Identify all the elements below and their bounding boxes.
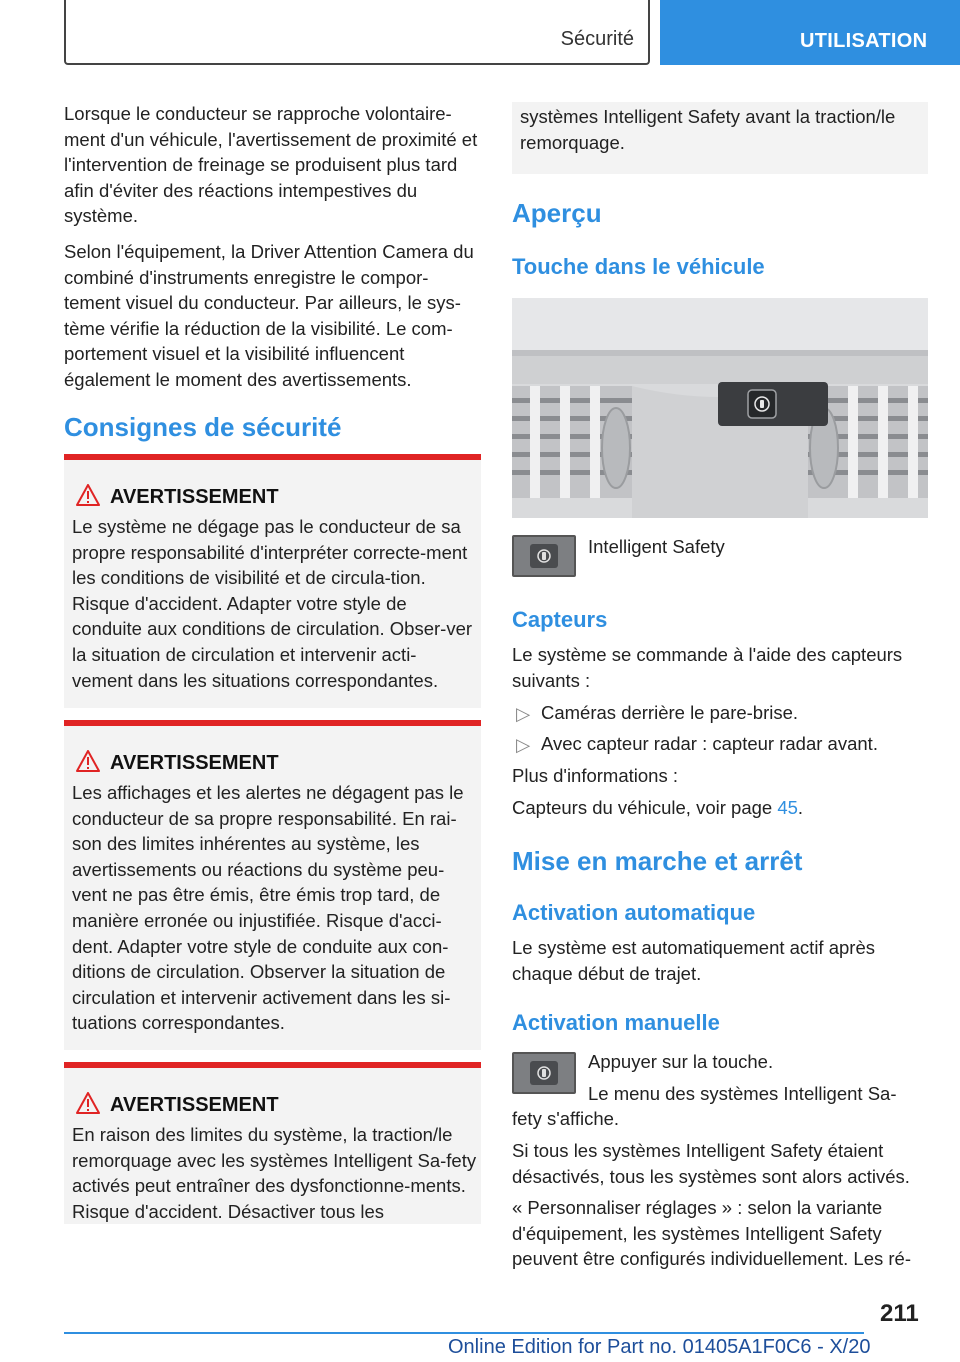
button-heading: Touche dans le véhicule	[512, 254, 765, 279]
warning-triangle-icon	[76, 1092, 100, 1114]
manual-paragraph-2: Si tous les systèmes Intelligent Safety étaient désactivés, tous les systèmes sont alors activés.	[512, 1140, 910, 1187]
warning-body: Les affichages et les alertes ne dégagent pas le conducteur de sa propre responsabilité. En rai-son des limites inhérentes au système, les avertissements ou réactions du système peu-vent ne pas être émis, être émis trop tard, de manière erronée ou injustifiée. Risque d'acci-dent. Adapter votre style de conduite aux con-ditions de circulation. Observer la situation de circulation et intervenir activement dans les si-tuations correspondantes.	[72, 782, 464, 1034]
warning-title: AVERTISSEMENT	[110, 752, 279, 774]
manual-line-2: Le menu des systèmes Intelligent Sa-	[588, 1083, 897, 1104]
warning-box-2	[64, 720, 481, 1050]
safety-heading: Consignes de sécurité	[64, 412, 342, 442]
page-number: 211	[880, 1300, 919, 1327]
header-chapter-tab	[660, 0, 960, 65]
dashboard-illustration	[512, 298, 928, 518]
more-info-label: Plus d'informations :	[512, 765, 678, 786]
warning-title: AVERTISSEMENT	[110, 1094, 279, 1116]
sensors-list-item: Caméras derrière le pare-brise.	[541, 702, 799, 723]
intro-paragraph-1: Lorsque le conducteur se rapproche volontaire-ment d'un véhicule, l'avertissement de proximité et l'intervention de freinage se produisent plus tard afin d'éviter des réactions intempestives du système.	[64, 103, 478, 227]
intro-paragraph-2: Selon l'équipement, la Driver Attention Camera du combiné d'instruments enregistre le compor-tement visuel du conducteur. Par ailleurs, le sys-tème vérifie la réduction de la visibilité. Le com-portement visuel et la visibilité influencent également le moment des avertissements.	[64, 241, 474, 390]
page-reference-link[interactable]: 45	[777, 797, 798, 818]
manual-line-1: Appuyer sur la touche.	[588, 1051, 774, 1072]
intelligent-safety-button-icon	[512, 535, 576, 577]
intelligent-safety-button-icon	[512, 1052, 576, 1094]
warning-body: En raison des limites du système, la traction/le remorquage avec les systèmes Intelligent Sa-fety activés peut entraîner des dysfonctionne-ments. Risque d'accident. Désactiver tous les	[72, 1124, 477, 1222]
warning-triangle-icon	[76, 750, 100, 772]
warning-body: Le système ne dégage pas le conducteur de sa propre responsabilité d'interpréter correcte-ment les conditions de visibilité et de circula-tion. Risque d'accident. Adapter votre style de conduite aux conditions de circulation. Obser-ver la situation de circulation et intervenir acti-vement dans les situations correspondantes.	[72, 516, 473, 691]
warning-triangle-icon	[76, 484, 100, 506]
auto-activation-body: Le système est automatiquement actif après chaque début de trajet.	[512, 937, 875, 984]
warning-title: AVERTISSEMENT	[110, 486, 279, 508]
header-section-label: Sécurité	[560, 28, 634, 50]
manual-paragraph-3: « Personnaliser réglages » : selon la variante d'équipement, les systèmes Intelligent Safety peuvent être configurés individuellement. Les ré-	[512, 1197, 912, 1270]
sensors-heading: Capteurs	[512, 607, 608, 632]
footer-divider	[64, 1332, 864, 1334]
manual-line-3: fety s'affiche.	[512, 1108, 620, 1129]
footer-edition: Online Edition for Part no. 01405A1F0C6 - X/20	[448, 1336, 871, 1358]
page-reference-end: .	[797, 797, 804, 818]
sensors-intro: Le système se commande à l'aide des capteurs suivants :	[512, 644, 903, 691]
header-section-tab	[64, 0, 650, 65]
warning-box-3	[64, 1062, 481, 1224]
warning-box-1	[64, 454, 481, 708]
bullet-icon: ▷	[516, 734, 531, 755]
button-caption: Intelligent Safety	[588, 536, 725, 557]
warning-continued-box	[512, 102, 928, 174]
onoff-heading: Mise en marche et arrêt	[512, 846, 803, 876]
page-reference-text: Capteurs du véhicule, voir page	[512, 797, 778, 818]
warning-continued-text: systèmes Intelligent Safety avant la traction/le remorquage.	[520, 106, 896, 153]
sensors-list-item: Avec capteur radar : capteur radar avant.	[541, 733, 878, 754]
bullet-icon: ▷	[516, 703, 531, 724]
header-chapter-label: UTILISATION	[800, 30, 928, 52]
overview-heading: Aperçu	[512, 198, 602, 228]
vehicle-button-photo	[512, 298, 928, 518]
manual-activation-heading: Activation manuelle	[512, 1010, 720, 1035]
auto-activation-heading: Activation automatique	[512, 900, 756, 925]
page-reference	[512, 795, 803, 821]
